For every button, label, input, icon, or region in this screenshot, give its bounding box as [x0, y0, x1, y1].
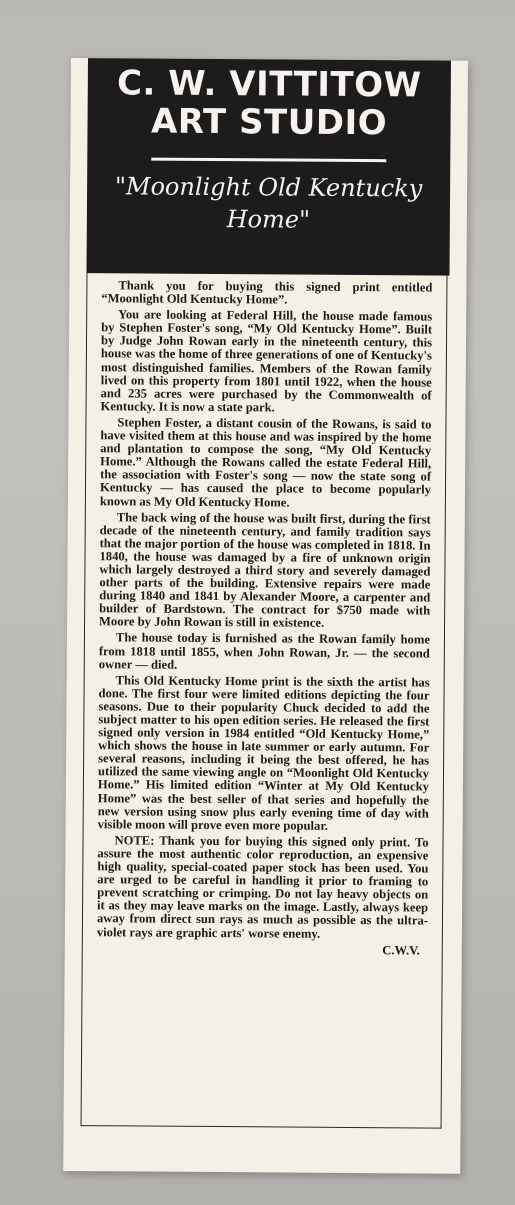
- description-body: [81, 273, 448, 1128]
- paragraph-furnished: The house today is furnished as the Rowan family home from 1818 until 1855, when John Rowan, Jr. — the second owner — died.: [98, 630, 430, 672]
- print-insert-card: [63, 58, 468, 1174]
- paragraph-back-wing: The back wing of the house was built first, during the first decade of the nineteenth century, and family tradition says that the major portion of the house was completed in 1818. In 1840, the house was damaged by a fire of unknown origin which largely destroyed a third story and severely damaged other parts of the building. Extensive repairs were made during 1840 and 1841 by Alexander Moore, a carpenter and builder of Bardstown. The contract for $750 made with Moore by John Rowan is still in existence.: [99, 509, 431, 631]
- header-divider: [151, 158, 386, 163]
- paragraph-thanks: Thank you for buying this signed print entitled “Moonlight Old Kentucky Home”.: [101, 278, 433, 307]
- signoff-initials: C.W.V.: [382, 942, 420, 958]
- paragraph-federal-hill: You are looking at Federal Hill, the house made famous by Stephen Foster's song, “My Old Kentucky Home”. Built by Judge John Rowan early in the nineteenth century, this house was the home of three generations of one of Kentucky's most distinguished families. Members of the Rowan family lived on this property from 1801 until 1922, when the house and 235 acres were purchased by the Commonwealth of Kentucky. It is now a state park.: [100, 307, 433, 415]
- studio-name-line2: ART STUDIO: [150, 101, 388, 144]
- print-title: "Moonlight Old Kentucky Home": [114, 172, 423, 234]
- paragraph-sixth-print: This Old Kentucky Home print is the sixth the artist has done. The first four were limited editions depicting the four seasons. Due to their popularity Chuck decided to add the subject matter to his open edition series. He released the first signed only version in 1984 entitled “Old Kentucky Home,” which shows the house in late summer or early autumn. For several reasons, including it being the best offered, he has utilized the same viewing angle on “Moonlight Old Kentucky Home.” His limited edition “Winter at My Old Kentucky Home” was the best seller of that series and hopefully the new version using snow plus early evening time of day with visible moon will prove even more popular.: [97, 673, 430, 833]
- paragraph-note: NOTE: Thank you for buying this signed only print. To assure the most authentic color reproduction, an expensive high quality, special-coated paper stock has been used. You are urged to be careful in handling it prior to framing to prevent scratching or crimping. Do not lay heavy objects on it as they may leave marks on the image. Lastly, always keep away from direct sun rays as much as possible as the ultra-violet rays are graphic arts' worse enemy.: [96, 833, 429, 941]
- studio-name-line1: C. W. VITTITOW: [116, 63, 422, 106]
- paragraph-stephen-foster: Stephen Foster, a distant cousin of the Rowans, is said to have visited them at this house and was inspired by the home and plantation to compose the song, “My Old Kentucky Home.” Although the Rowans called the estate Federal Hill, the association with Foster's song — now the state song of Kentucky — has caused the place to become popularly known as My Old Kentucky Home.: [99, 415, 432, 510]
- studio-header: [86, 58, 450, 276]
